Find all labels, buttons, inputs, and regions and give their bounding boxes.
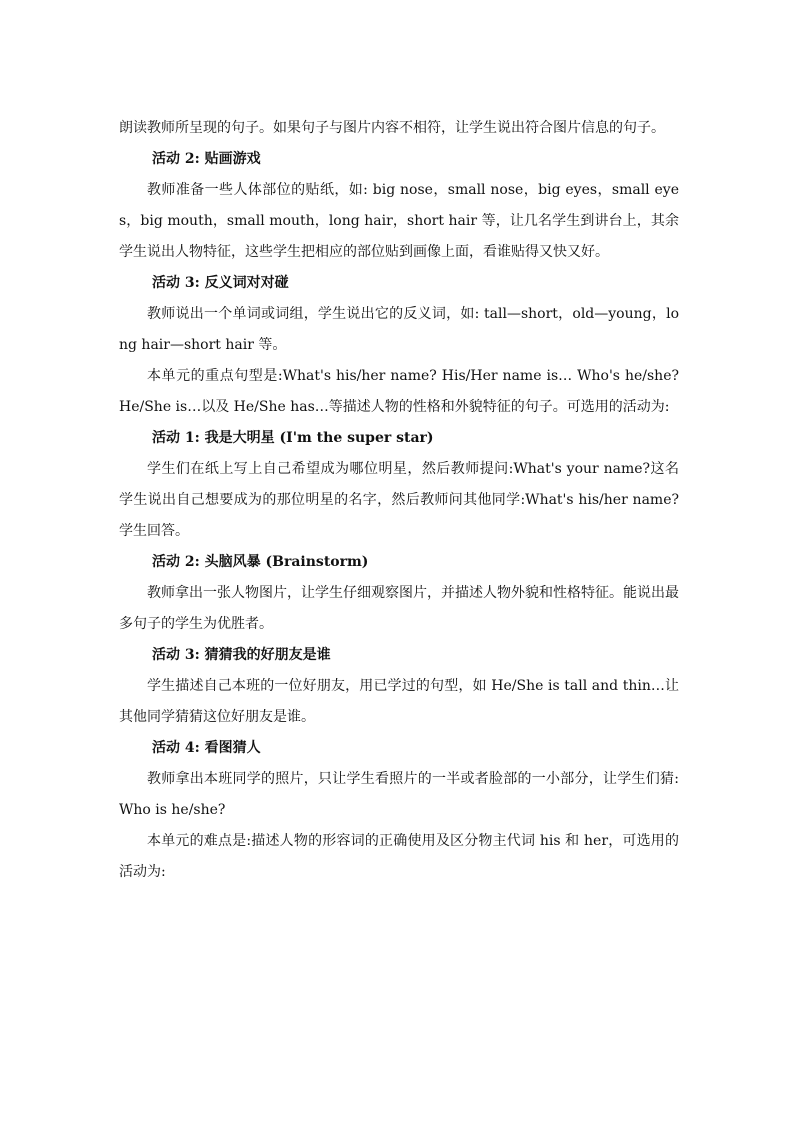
paragraph-guess-friend: 学生描述自己本班的一位好朋友，用已学过的句型，如 He/She is tall and thin…让其他同学猜猜这位好朋友是谁。 bbox=[119, 678, 679, 725]
heading-activity-4-guess-photo: 活动 4: 看图猜人 bbox=[152, 740, 261, 756]
paragraph-sticker-game: 教师准备一些人体部位的贴纸，如: big nose，small nose，big eyes，small eyes，big mouth，small mouth，long hair，short hair 等，让几名学生到讲台上，其余学生说出人物特征，这些学生把相应的部位贴到画像上面，看谁贴得又快又好。 bbox=[119, 182, 679, 260]
paragraph-guess-photo: 教师拿出本班同学的照片，只让学生看照片的一半或者脸部的一小部分，让学生们猜:Who is he/she? bbox=[119, 771, 679, 818]
heading-activity-3-antonyms: 活动 3: 反义词对对碰 bbox=[152, 275, 289, 291]
paragraph-super-star: 学生们在纸上写上自己希望成为哪位明星，然后教师提问:What's your name?这名学生说出自己想要成为的那位明星的名字，然后教师问其他同学:What's his/her name?学生回答。 bbox=[119, 461, 679, 539]
heading-activity-1-super-star: 活动 1: 我是大明星 (I'm the super star) bbox=[152, 430, 434, 446]
paragraph-antonyms: 教师说出一个单词或词组，学生说出它的反义词，如: tall—short，old—young，long hair—short hair 等。 bbox=[119, 306, 679, 353]
paragraph-brainstorm: 教师拿出一张人物图片，让学生仔细观察图片，并描述人物外貌和性格特征。能说出最多句子的学生为优胜者。 bbox=[119, 585, 679, 632]
paragraph-key-sentences: 本单元的重点句型是:What's his/her name? His/Her name is… Who's he/she? He/She is…以及 He/She has…等描述人物的性格和外貌特征的句子。可选用的活动为: bbox=[119, 368, 679, 415]
paragraph-difficult-points: 本单元的难点是:描述人物的形容词的正确使用及区分物主代词 his 和 her，可选用的活动为: bbox=[119, 833, 679, 880]
heading-activity-3-guess-friend: 活动 3: 猜猜我的好朋友是谁 bbox=[152, 647, 331, 663]
paragraph-intro: 朗读教师所呈现的句子。如果句子与图片内容不相符，让学生说出符合图片信息的句子。 bbox=[119, 120, 665, 136]
heading-activity-2-sticker-game: 活动 2: 贴画游戏 bbox=[152, 151, 261, 167]
document-body bbox=[119, 113, 679, 888]
heading-activity-2-brainstorm: 活动 2: 头脑风暴 (Brainstorm) bbox=[152, 554, 369, 570]
